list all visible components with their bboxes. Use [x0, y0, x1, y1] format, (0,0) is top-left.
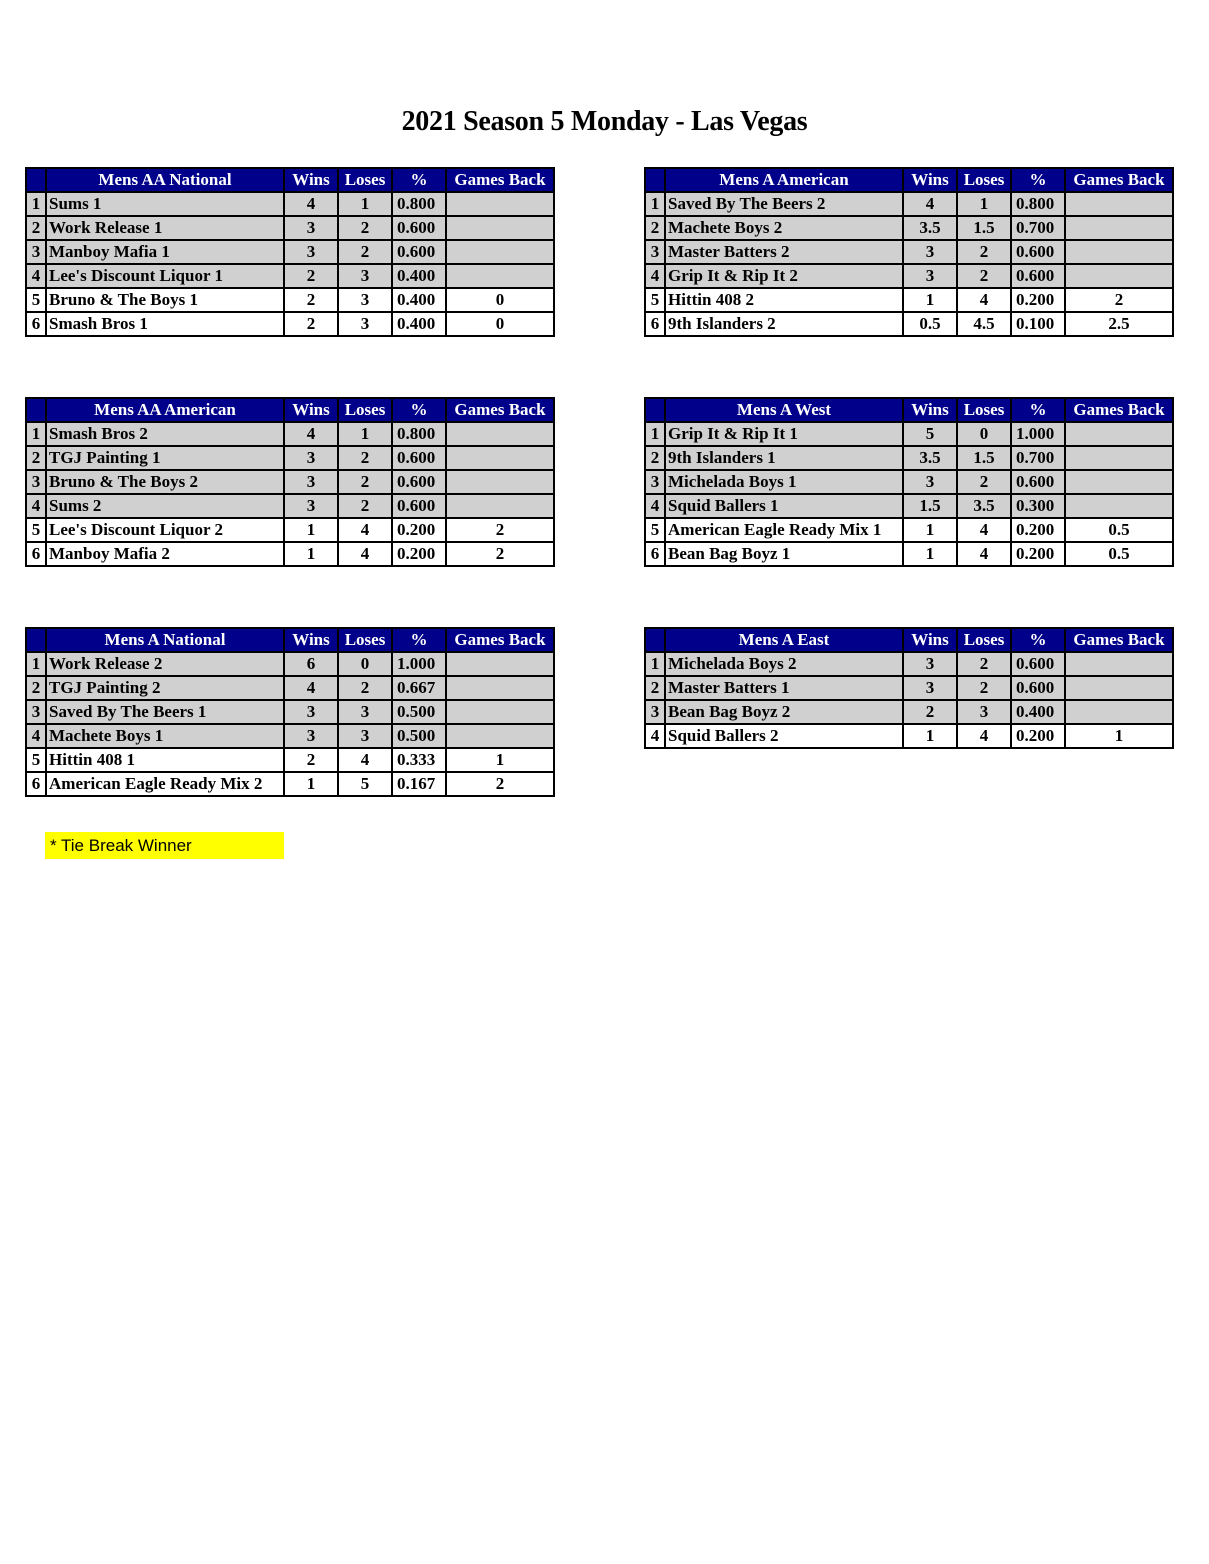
pct-cell: 0.600 — [1011, 676, 1065, 700]
rank-header — [26, 628, 46, 652]
pct-cell: 1.000 — [1011, 422, 1065, 446]
team-name: Grip It & Rip It 1 — [665, 422, 903, 446]
wins-cell: 3.5 — [903, 446, 957, 470]
loses-cell: 2 — [957, 264, 1011, 288]
rank-cell: 2 — [645, 446, 665, 470]
table-row — [645, 312, 1173, 336]
games-back-cell — [1065, 216, 1173, 240]
wins-cell: 4 — [903, 192, 957, 216]
table-row — [26, 518, 554, 542]
wins-cell: 2 — [284, 748, 338, 772]
wins-cell: 1 — [903, 724, 957, 748]
pct-cell: 0.600 — [1011, 470, 1065, 494]
wins-header: Wins — [284, 628, 338, 652]
wins-cell: 5 — [903, 422, 957, 446]
wins-header: Wins — [903, 398, 957, 422]
team-name: American Eagle Ready Mix 2 — [46, 772, 284, 796]
games-back-cell: 0.5 — [1065, 518, 1173, 542]
table-row — [26, 494, 554, 518]
games-back-cell — [1065, 676, 1173, 700]
division-name: Mens A American — [665, 168, 903, 192]
games-back-cell — [446, 700, 554, 724]
loses-cell: 1.5 — [957, 446, 1011, 470]
pct-cell: 0.100 — [1011, 312, 1065, 336]
table-row — [645, 652, 1173, 676]
loses-cell: 3 — [338, 288, 392, 312]
team-name: Smash Bros 2 — [46, 422, 284, 446]
games-back-cell: 0.5 — [1065, 542, 1173, 566]
games-back-cell: 2 — [1065, 288, 1173, 312]
wins-cell: 3 — [284, 470, 338, 494]
pct-header: % — [1011, 398, 1065, 422]
wins-cell: 3 — [284, 446, 338, 470]
pct-cell: 0.400 — [1011, 700, 1065, 724]
team-name: Grip It & Rip It 2 — [665, 264, 903, 288]
division-name: Mens A East — [665, 628, 903, 652]
pct-header: % — [392, 628, 446, 652]
pct-cell: 0.667 — [392, 676, 446, 700]
rank-cell: 4 — [645, 494, 665, 518]
games-back-header: Games Back — [446, 398, 554, 422]
team-name: Hittin 408 1 — [46, 748, 284, 772]
table-row — [26, 676, 554, 700]
table-row — [645, 288, 1173, 312]
games-back-cell — [1065, 240, 1173, 264]
rank-cell: 1 — [26, 192, 46, 216]
pct-cell: 0.700 — [1011, 446, 1065, 470]
table-row — [26, 470, 554, 494]
table-header-row — [645, 168, 1173, 192]
rank-cell: 2 — [645, 676, 665, 700]
loses-cell: 2 — [957, 470, 1011, 494]
rank-cell: 6 — [26, 542, 46, 566]
loses-cell: 2 — [338, 446, 392, 470]
games-back-cell: 0 — [446, 288, 554, 312]
table-row — [645, 216, 1173, 240]
rank-header — [645, 398, 665, 422]
wins-cell: 4 — [284, 676, 338, 700]
loses-cell: 2 — [338, 216, 392, 240]
page-title: 2021 Season 5 Monday - Las Vegas — [401, 106, 808, 137]
wins-cell: 3 — [284, 216, 338, 240]
loses-cell: 2 — [338, 240, 392, 264]
wins-header: Wins — [284, 168, 338, 192]
wins-cell: 4 — [284, 422, 338, 446]
loses-cell: 2 — [338, 470, 392, 494]
rank-cell: 3 — [26, 470, 46, 494]
wins-cell: 3 — [903, 240, 957, 264]
team-name: Smash Bros 1 — [46, 312, 284, 336]
table-row — [645, 422, 1173, 446]
standings-table-mens-aa-national — [25, 167, 555, 337]
table-row — [26, 216, 554, 240]
tie-break-legend: * Tie Break Winner — [45, 832, 284, 859]
pct-cell: 0.400 — [392, 312, 446, 336]
pct-cell: 0.800 — [392, 192, 446, 216]
pct-cell: 0.600 — [1011, 240, 1065, 264]
pct-cell: 0.600 — [392, 240, 446, 264]
table-row — [645, 264, 1173, 288]
loses-cell: 4 — [957, 724, 1011, 748]
table-row — [645, 676, 1173, 700]
games-back-header: Games Back — [1065, 398, 1173, 422]
wins-cell: 3 — [903, 470, 957, 494]
wins-cell: 4 — [284, 192, 338, 216]
games-back-header: Games Back — [446, 628, 554, 652]
standings-table-mens-a-west — [644, 397, 1174, 567]
games-back-cell — [446, 446, 554, 470]
loses-cell: 4 — [957, 288, 1011, 312]
rank-cell: 4 — [26, 494, 46, 518]
table-row — [26, 700, 554, 724]
games-back-cell — [446, 470, 554, 494]
pct-cell: 0.300 — [1011, 494, 1065, 518]
division-name: Mens AA American — [46, 398, 284, 422]
rank-cell: 3 — [645, 470, 665, 494]
table-row — [26, 748, 554, 772]
team-name: TGJ Painting 1 — [46, 446, 284, 470]
team-name: Work Release 1 — [46, 216, 284, 240]
loses-cell: 1 — [338, 192, 392, 216]
games-back-header: Games Back — [1065, 628, 1173, 652]
team-name: Work Release 2 — [46, 652, 284, 676]
rank-cell: 5 — [645, 518, 665, 542]
team-name: Manboy Mafia 2 — [46, 542, 284, 566]
pct-cell: 0.200 — [1011, 518, 1065, 542]
pct-header: % — [392, 168, 446, 192]
team-name: Michelada Boys 1 — [665, 470, 903, 494]
loses-cell: 0 — [957, 422, 1011, 446]
games-back-cell — [1065, 264, 1173, 288]
loses-header: Loses — [338, 398, 392, 422]
table-row — [26, 192, 554, 216]
rank-cell: 2 — [26, 216, 46, 240]
games-back-cell — [446, 676, 554, 700]
pct-cell: 0.600 — [392, 494, 446, 518]
loses-cell: 2 — [338, 676, 392, 700]
pct-cell: 0.600 — [1011, 652, 1065, 676]
wins-header: Wins — [903, 628, 957, 652]
pct-cell: 0.167 — [392, 772, 446, 796]
table-row — [26, 772, 554, 796]
wins-cell: 1 — [284, 542, 338, 566]
pct-cell: 0.333 — [392, 748, 446, 772]
wins-cell: 1.5 — [903, 494, 957, 518]
loses-cell: 5 — [338, 772, 392, 796]
table-row — [645, 446, 1173, 470]
games-back-cell — [446, 264, 554, 288]
team-name: 9th Islanders 2 — [665, 312, 903, 336]
table-header-row — [645, 628, 1173, 652]
loses-cell: 4 — [338, 748, 392, 772]
loses-cell: 2 — [338, 494, 392, 518]
pct-cell: 0.600 — [392, 470, 446, 494]
pct-cell: 0.200 — [1011, 724, 1065, 748]
loses-cell: 1.5 — [957, 216, 1011, 240]
pct-cell: 0.600 — [1011, 264, 1065, 288]
games-back-cell: 2 — [446, 542, 554, 566]
rank-cell: 3 — [26, 700, 46, 724]
wins-cell: 2 — [284, 264, 338, 288]
team-name: 9th Islanders 1 — [665, 446, 903, 470]
games-back-cell — [446, 216, 554, 240]
pct-cell: 0.400 — [392, 264, 446, 288]
pct-cell: 0.700 — [1011, 216, 1065, 240]
loses-cell: 1 — [338, 422, 392, 446]
pct-cell: 0.200 — [1011, 542, 1065, 566]
wins-cell: 3 — [284, 724, 338, 748]
pct-header: % — [1011, 168, 1065, 192]
loses-header: Loses — [957, 628, 1011, 652]
team-name: Saved By The Beers 2 — [665, 192, 903, 216]
table-header-row — [645, 398, 1173, 422]
rank-cell: 1 — [645, 422, 665, 446]
loses-cell: 3.5 — [957, 494, 1011, 518]
wins-cell: 3 — [284, 700, 338, 724]
team-name: Lee's Discount Liquor 2 — [46, 518, 284, 542]
pct-cell: 0.200 — [1011, 288, 1065, 312]
team-name: American Eagle Ready Mix 1 — [665, 518, 903, 542]
wins-cell: 2 — [903, 700, 957, 724]
rank-cell: 1 — [645, 652, 665, 676]
table-row — [645, 470, 1173, 494]
table-header-row — [26, 628, 554, 652]
table-row — [26, 446, 554, 470]
loses-cell: 2 — [957, 240, 1011, 264]
loses-cell: 3 — [338, 312, 392, 336]
pct-cell: 0.500 — [392, 724, 446, 748]
games-back-header: Games Back — [1065, 168, 1173, 192]
rank-cell: 6 — [26, 312, 46, 336]
wins-cell: 3 — [903, 652, 957, 676]
rank-cell: 3 — [645, 240, 665, 264]
division-name: Mens AA National — [46, 168, 284, 192]
loses-cell: 0 — [338, 652, 392, 676]
standings-table-mens-a-east — [644, 627, 1174, 749]
wins-header: Wins — [284, 398, 338, 422]
team-name: Bruno & The Boys 1 — [46, 288, 284, 312]
table-row — [26, 312, 554, 336]
wins-cell: 3 — [903, 264, 957, 288]
wins-cell: 1 — [903, 288, 957, 312]
games-back-cell — [446, 192, 554, 216]
wins-cell: 2 — [284, 312, 338, 336]
loses-cell: 1 — [957, 192, 1011, 216]
games-back-cell — [446, 724, 554, 748]
team-name: Machete Boys 1 — [46, 724, 284, 748]
standings-table-mens-aa-american — [25, 397, 555, 567]
pct-cell: 0.800 — [392, 422, 446, 446]
loses-cell: 2 — [957, 652, 1011, 676]
loses-header: Loses — [338, 168, 392, 192]
games-back-cell: 1 — [446, 748, 554, 772]
pct-cell: 0.400 — [392, 288, 446, 312]
games-back-cell: 1 — [1065, 724, 1173, 748]
table-row — [645, 700, 1173, 724]
team-name: TGJ Painting 2 — [46, 676, 284, 700]
loses-cell: 4 — [957, 542, 1011, 566]
team-name: Manboy Mafia 1 — [46, 240, 284, 264]
wins-cell: 1 — [284, 518, 338, 542]
loses-header: Loses — [957, 168, 1011, 192]
games-back-cell — [1065, 470, 1173, 494]
loses-cell: 4 — [338, 542, 392, 566]
loses-cell: 3 — [338, 724, 392, 748]
rank-cell: 4 — [645, 724, 665, 748]
table-row — [26, 724, 554, 748]
rank-cell: 4 — [645, 264, 665, 288]
games-back-cell: 2 — [446, 772, 554, 796]
table-row — [645, 494, 1173, 518]
pct-cell: 0.600 — [392, 216, 446, 240]
games-back-header: Games Back — [446, 168, 554, 192]
pct-cell: 0.200 — [392, 542, 446, 566]
rank-cell: 1 — [26, 652, 46, 676]
games-back-cell — [1065, 700, 1173, 724]
standings-table-mens-a-national — [25, 627, 555, 797]
wins-cell: 3.5 — [903, 216, 957, 240]
team-name: Bean Bag Boyz 2 — [665, 700, 903, 724]
table-row — [645, 518, 1173, 542]
pct-cell: 0.200 — [392, 518, 446, 542]
wins-cell: 3 — [903, 676, 957, 700]
rank-cell: 4 — [26, 264, 46, 288]
games-back-cell: 2 — [446, 518, 554, 542]
table-row — [26, 542, 554, 566]
division-name: Mens A West — [665, 398, 903, 422]
pct-header: % — [1011, 628, 1065, 652]
table-row — [26, 240, 554, 264]
loses-cell: 3 — [338, 264, 392, 288]
games-back-cell — [1065, 446, 1173, 470]
loses-cell: 4.5 — [957, 312, 1011, 336]
games-back-cell — [446, 652, 554, 676]
team-name: Master Batters 2 — [665, 240, 903, 264]
wins-cell: 1 — [903, 542, 957, 566]
team-name: Machete Boys 2 — [665, 216, 903, 240]
pct-cell: 0.800 — [1011, 192, 1065, 216]
games-back-cell: 2.5 — [1065, 312, 1173, 336]
team-name: Bean Bag Boyz 1 — [665, 542, 903, 566]
rank-cell: 6 — [645, 312, 665, 336]
loses-header: Loses — [957, 398, 1011, 422]
rank-cell: 6 — [645, 542, 665, 566]
loses-cell: 4 — [338, 518, 392, 542]
team-name: Hittin 408 2 — [665, 288, 903, 312]
wins-cell: 2 — [284, 288, 338, 312]
rank-cell: 5 — [645, 288, 665, 312]
rank-cell: 2 — [26, 676, 46, 700]
team-name: Michelada Boys 2 — [665, 652, 903, 676]
rank-cell: 3 — [26, 240, 46, 264]
table-row — [26, 422, 554, 446]
rank-cell: 4 — [26, 724, 46, 748]
rank-cell: 2 — [26, 446, 46, 470]
team-name: Lee's Discount Liquor 1 — [46, 264, 284, 288]
loses-cell: 3 — [338, 700, 392, 724]
wins-cell: 1 — [284, 772, 338, 796]
rank-cell: 6 — [26, 772, 46, 796]
loses-cell: 4 — [957, 518, 1011, 542]
games-back-cell: 0 — [446, 312, 554, 336]
rank-cell: 1 — [26, 422, 46, 446]
team-name: Squid Ballers 1 — [665, 494, 903, 518]
games-back-cell — [446, 422, 554, 446]
games-back-cell — [446, 494, 554, 518]
standings-table-mens-a-american — [644, 167, 1174, 337]
table-row — [26, 288, 554, 312]
pct-header: % — [392, 398, 446, 422]
games-back-cell — [1065, 494, 1173, 518]
rank-header — [645, 628, 665, 652]
pct-cell: 0.500 — [392, 700, 446, 724]
team-name: Master Batters 1 — [665, 676, 903, 700]
table-header-row — [26, 398, 554, 422]
team-name: Sums 1 — [46, 192, 284, 216]
wins-header: Wins — [903, 168, 957, 192]
rank-cell: 2 — [645, 216, 665, 240]
wins-cell: 6 — [284, 652, 338, 676]
wins-cell: 0.5 — [903, 312, 957, 336]
pct-cell: 1.000 — [392, 652, 446, 676]
loses-cell: 2 — [957, 676, 1011, 700]
wins-cell: 3 — [284, 494, 338, 518]
team-name: Bruno & The Boys 2 — [46, 470, 284, 494]
team-name: Squid Ballers 2 — [665, 724, 903, 748]
table-row — [645, 724, 1173, 748]
games-back-cell — [446, 240, 554, 264]
rank-header — [26, 168, 46, 192]
games-back-cell — [1065, 422, 1173, 446]
rank-cell: 5 — [26, 518, 46, 542]
rank-header — [645, 168, 665, 192]
rank-cell: 5 — [26, 748, 46, 772]
table-row — [645, 192, 1173, 216]
table-row — [645, 240, 1173, 264]
table-row — [26, 264, 554, 288]
rank-header — [26, 398, 46, 422]
wins-cell: 1 — [903, 518, 957, 542]
pct-cell: 0.600 — [392, 446, 446, 470]
table-header-row — [26, 168, 554, 192]
loses-header: Loses — [338, 628, 392, 652]
loses-cell: 3 — [957, 700, 1011, 724]
games-back-cell — [1065, 192, 1173, 216]
rank-cell: 5 — [26, 288, 46, 312]
table-row — [26, 652, 554, 676]
table-row — [645, 542, 1173, 566]
wins-cell: 3 — [284, 240, 338, 264]
games-back-cell — [1065, 652, 1173, 676]
rank-cell: 3 — [645, 700, 665, 724]
team-name: Saved By The Beers 1 — [46, 700, 284, 724]
rank-cell: 1 — [645, 192, 665, 216]
division-name: Mens A National — [46, 628, 284, 652]
team-name: Sums 2 — [46, 494, 284, 518]
